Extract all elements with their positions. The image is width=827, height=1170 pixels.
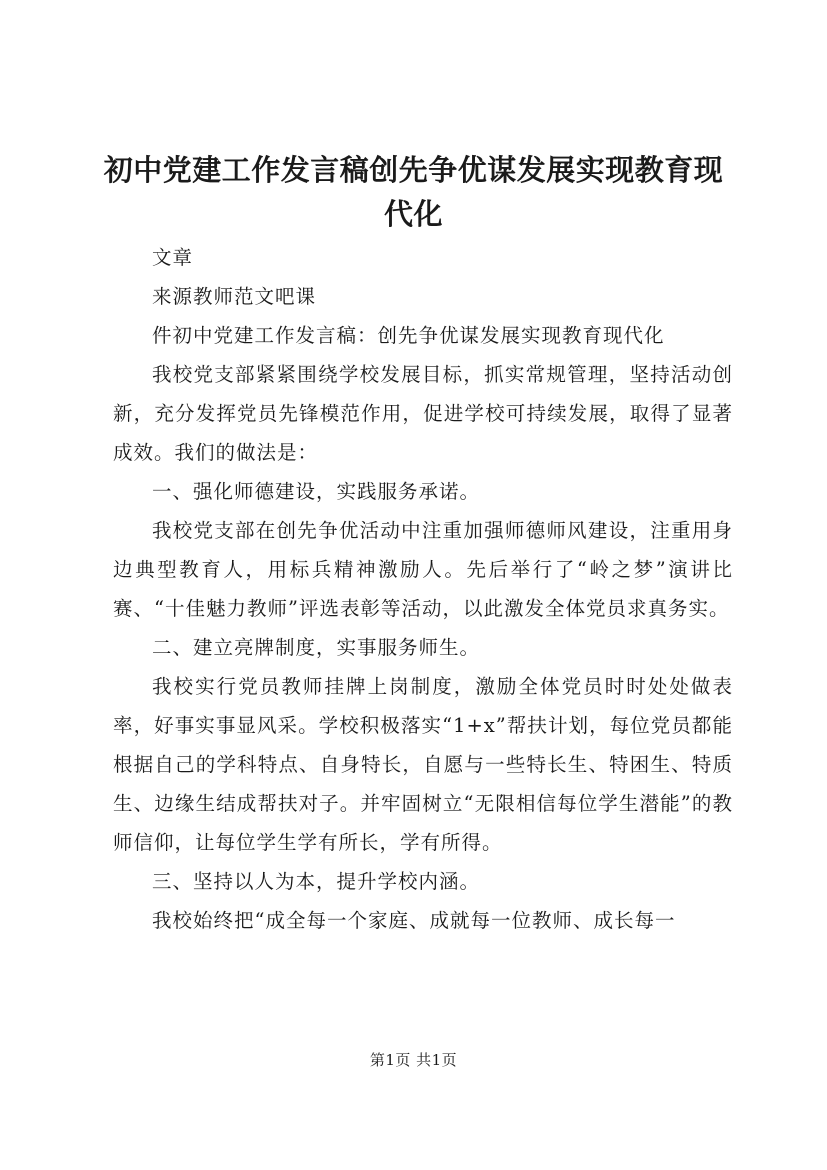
section-heading: 二、建立亮牌制度，实事服务师生。 (152, 636, 481, 659)
paragraph: 我校党支部紧紧围绕学校发展目标，抓实常规管理，坚持活动创新，充分发挥党员先锋模范作用，促进学校可持续发展，取得了显著成效。我们的做法是： (113, 363, 733, 464)
section-heading: 三、坚持以人为本，提升学校内涵。 (152, 870, 481, 893)
paragraph: 我校始终把“成全每一个家庭、成就每一位教师、成长每一 (152, 909, 676, 932)
paragraph: 件初中党建工作发言稿：创先争优谋发展实现教育现代化 (152, 324, 665, 347)
document-title: 初中党建工作发言稿创先争优谋发展实现教育现代化 (103, 153, 724, 231)
page-number-footer: 第1页 共1页 (369, 1051, 458, 1069)
section-heading: 一、强化师德建设，实践服务承诺。 (152, 480, 481, 503)
paragraph: 来源教师范文吧课 (152, 285, 317, 308)
paragraph: 我校实行党员教师挂牌上岗制度，激励全体党员时时处处做表率，好事实事显风采。学校积极落实“1+x”帮扶计划，每位党员都能根据自己的学科特点、自身特长，自愿与一些特长生、特困生、特质生、边缘生结成帮扶对子。并牢固树立“无限相信每位学生潜能”的教师信仰，让每位学生学有所长，学有所得。 (113, 675, 733, 854)
document-body (113, 238, 733, 940)
paragraph: 文章 (152, 246, 194, 269)
paragraph: 我校党支部在创先争优活动中注重加强师德师风建设，注重用身边典型教育人，用标兵精神激励人。先后举行了“岭之梦”演讲比赛、“十佳魅力教师”评选表彰等活动，以此激发全体党员求真务实。 (113, 519, 733, 620)
